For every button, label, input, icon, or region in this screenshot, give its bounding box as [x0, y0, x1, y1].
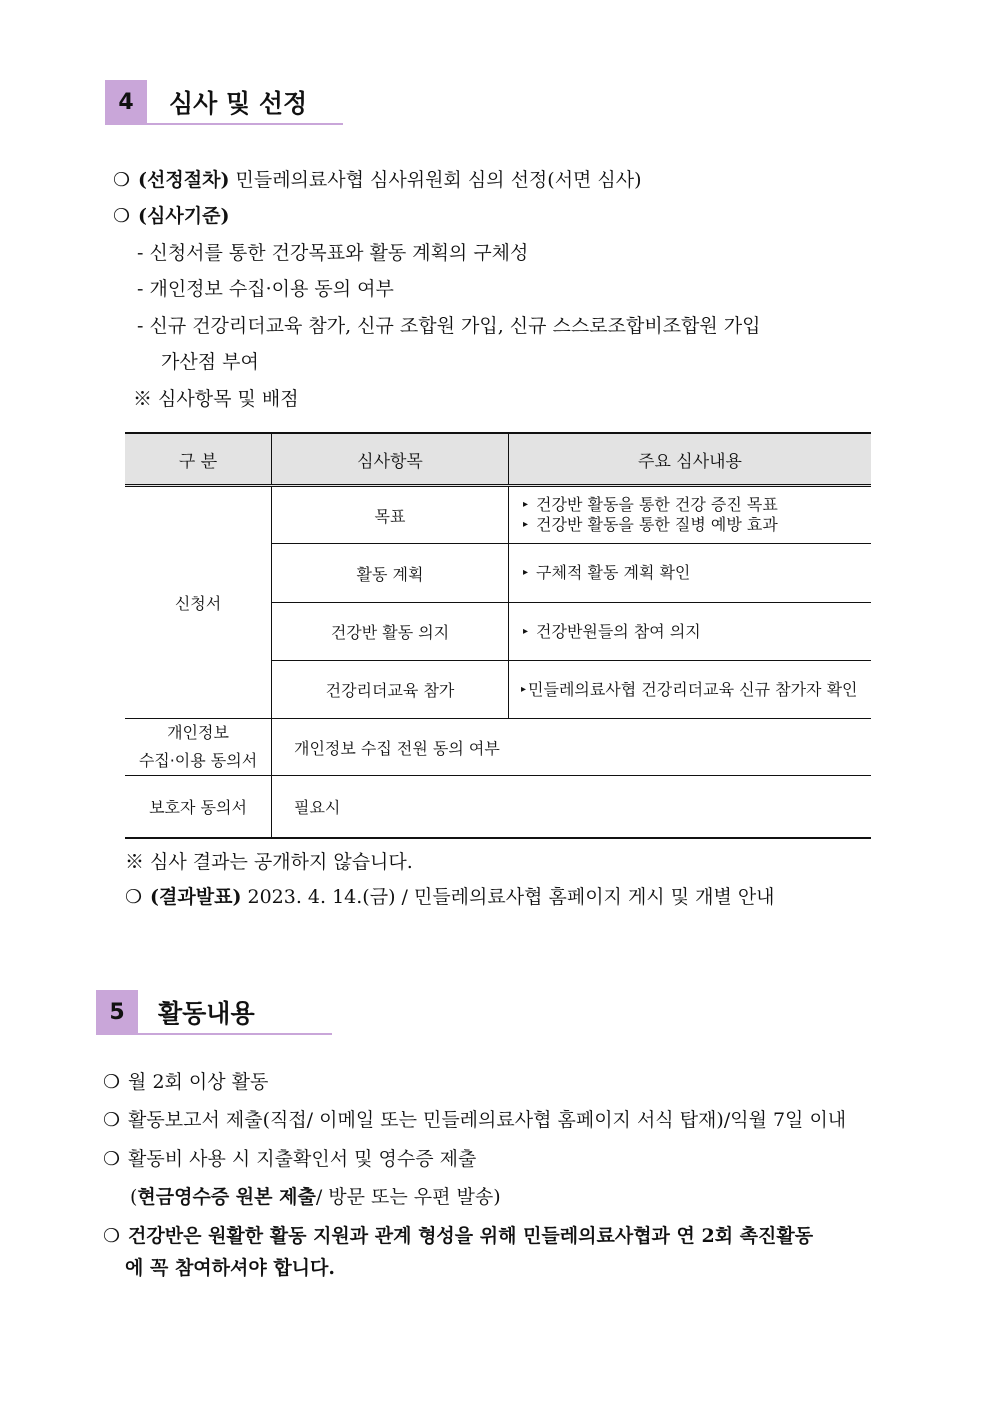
guardian-content: 필요시 [272, 776, 872, 838]
criteria-item: - 신규 건강리더교육 참가, 신규 조합원 가입, 신규 스스로조합비조합원 가입 [137, 315, 761, 337]
section-4-header [105, 80, 343, 125]
table-note-title: ※ 심사항목 및 배점 [133, 388, 299, 410]
contents-cell: ▸ 구체적 활동 계획 확인 [509, 544, 872, 603]
table-row [125, 776, 871, 838]
item-cell: 건강리더교육 참가 [272, 661, 509, 719]
section-4-number: 4 [105, 80, 147, 125]
section-5-header [96, 990, 332, 1035]
privacy-label: 개인정보 수집·이용 동의서 [125, 719, 272, 776]
receipt-note: (현금영수증 원본 제출/ 방문 또는 우편 발송) [130, 1186, 501, 1208]
item-cell: 목표 [272, 486, 509, 544]
arrow-bullet-icon: ▸ [521, 683, 527, 695]
activity-item: ❍ 활동보고서 제출(직접/ 이메일 또는 민들레의료사협 홈페이지 서식 탑재)/익월 7일 이내 [103, 1109, 847, 1131]
circle-bullet-icon: ❍ [103, 1148, 121, 1170]
circle-bullet-icon: ❍ [113, 205, 131, 227]
selection-procedure: ❍ (선정절차) 민들레의료사협 심사위원회 심의 선정(서면 심사) [113, 169, 642, 191]
section-5-title: 활동내용 [138, 990, 332, 1035]
circle-bullet-icon: ❍ [103, 1071, 121, 1093]
table-row [125, 719, 871, 776]
contents-cell: ▸ 건강반원들의 참여 의지 [509, 603, 872, 661]
table-row [125, 486, 871, 544]
contents-cell: ▸ 민들레의료사협 건강리더교육 신규 참가자 확인 [509, 661, 872, 719]
circle-bullet-icon: ❍ [125, 886, 143, 908]
header-category: 구 분 [125, 433, 272, 486]
group-label: 신청서 [125, 486, 272, 719]
item-cell: 활동 계획 [272, 544, 509, 603]
header-item: 심사항목 [272, 433, 509, 486]
activity-item: ❍ 월 2회 이상 활동 [103, 1071, 269, 1093]
criteria-item-cont: 가산점 부여 [161, 351, 259, 373]
item-cell: 건강반 활동 의지 [272, 603, 509, 661]
arrow-bullet-icon: ▸ [523, 625, 529, 637]
criteria-item: - 신청서를 통한 건강목표와 활동 계획의 구체성 [137, 242, 529, 264]
criteria-table [125, 432, 871, 839]
final-notice: ❍ 건강반은 원활한 활동 지원과 관계 형성을 위해 민들레의료사협과 연 2회 촉진활동 [103, 1225, 814, 1247]
criteria-heading: ❍ (심사기준) [113, 205, 230, 227]
circle-bullet-icon: ❍ [113, 169, 131, 191]
circle-bullet-icon: ❍ [103, 1225, 121, 1247]
guardian-label: 보호자 동의서 [125, 776, 272, 838]
activity-item: ❍ 활동비 사용 시 지출확인서 및 영수증 제출 [103, 1148, 477, 1170]
arrow-bullet-icon: ▸ [523, 519, 529, 530]
arrow-bullet-icon: ▸ [523, 499, 529, 510]
section-5-number: 5 [96, 990, 138, 1035]
table-header-row [125, 433, 871, 486]
criteria-item: - 개인정보 수집·이용 동의 여부 [137, 278, 394, 300]
header-contents: 주요 심사내용 [509, 433, 872, 486]
result-announcement: ❍ (결과발표) 2023. 4. 14.(금) / 민들레의료사협 홈페이지 게시 및 개별 안내 [125, 886, 775, 908]
section-4-title: 심사 및 선정 [147, 80, 343, 125]
result-note: ※ 심사 결과는 공개하지 않습니다. [125, 851, 413, 873]
final-notice-cont: 에 꼭 참여하셔야 합니다. [125, 1257, 335, 1279]
contents-cell: ▸ 건강반 활동을 통한 건강 증진 목표 ▸ 건강반 활동을 통한 질병 예방 효과 [509, 486, 872, 544]
privacy-content: 개인정보 수집 전원 동의 여부 [272, 719, 872, 776]
arrow-bullet-icon: ▸ [523, 567, 529, 578]
circle-bullet-icon: ❍ [103, 1109, 121, 1131]
